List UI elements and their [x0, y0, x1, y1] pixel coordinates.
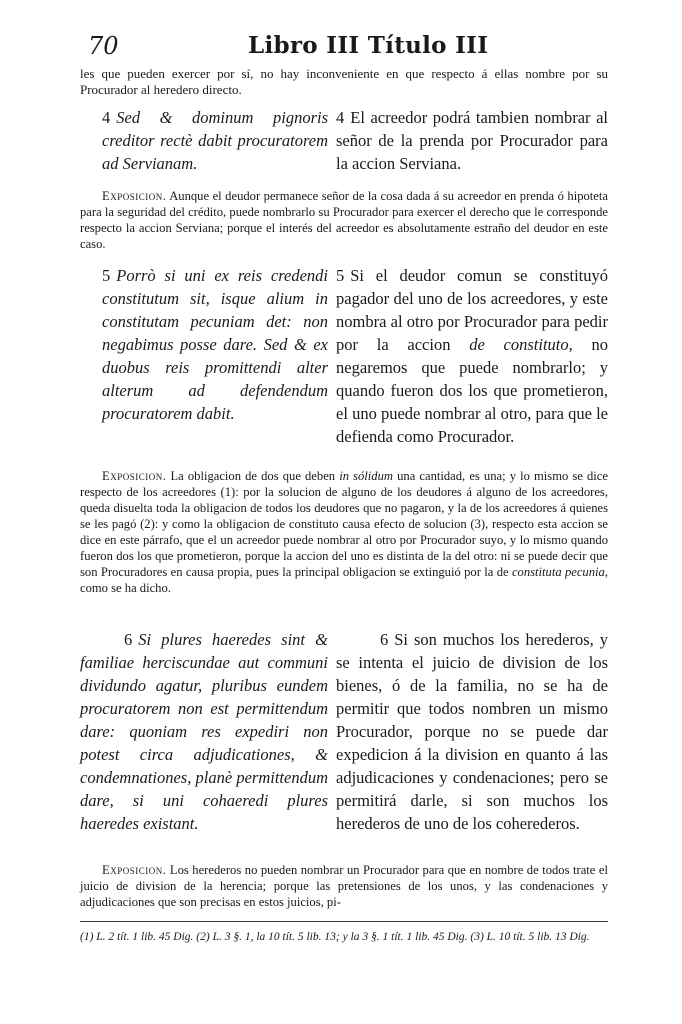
- exposition-body-5a: La obligacion de dos que deben: [170, 469, 336, 483]
- spanish-body-4: El acreedor podrá tambien nombrar al señor de la prenda por Procurador para la accion Serviana.: [336, 108, 608, 173]
- page-header: [88, 32, 608, 66]
- section-number-5-spanish: 5: [336, 266, 345, 285]
- latin-body-4: Sed & dominum pignoris creditor rectè dabit procuratorem ad Servianam.: [102, 108, 328, 173]
- spanish-text-6: [336, 628, 608, 835]
- latin-body-5: Porrò si uni ex reis credendi constitutum sit, isque alium in constitutam pecuniam det: non negabimus posse dare. Sed & ex duobus reis promittendi alter alterum ad defendendum procuratorem dabit.: [102, 266, 328, 423]
- latin-text-4: [102, 106, 328, 175]
- spanish-body-5a: Si el deudor comun se constituyó pagador del uno de los acreedores, y este nombra al otro por Procurador para pedir por la accion: [336, 266, 608, 354]
- section-number-6-spanish: 6: [380, 630, 389, 649]
- exposition-body-5b: una cantidad, es una; y lo mismo se dice respecto de los acreedores (1): por la solucion de alguno de los deudores á alguno de los acreedores, queda disuelta toda la obligacion de todos los deudores que no pagaron, y la de los acreedores á quienes se les pagó (2): y como la obligacion de constituto causa efecto de solucion (3), respecto esta accion se dice en este párrafo, que el un acreedor puede nombrar al otro por Procurador suyo, y lo mismo quando fueron dos los que prometieron, porque la accion del uno es distinta de la del otro: ni se puede decir que son Procuradores en causa propia, pues la principal obligacion se extinguió por la de: [80, 469, 608, 579]
- spanish-text-5: [336, 264, 608, 448]
- running-title: Libro III Título III: [248, 32, 489, 59]
- page-number: 70: [88, 32, 119, 60]
- spanish-text-4: [336, 106, 608, 175]
- exposition-body-5c: , como se ha dicho.: [80, 565, 608, 595]
- exposition-body-6: Los herederos no pueden nombrar un Procurador para que en nombre de todos trate el juicio de division de la herencia; porque las pretensiones de los unos, y las condenaciones y adjudicaciones que son precisas en estos juicios, pi-: [80, 863, 609, 909]
- exposition-4: [80, 188, 608, 252]
- spanish-italic-5: de constituto: [469, 335, 569, 354]
- section-number-4-spanish: 4: [336, 108, 345, 127]
- exposition-5: [80, 468, 608, 596]
- exposition-italic-5a: in sólidum: [339, 469, 393, 483]
- exposition-label-5: Exposicion.: [102, 469, 167, 483]
- section-number-6-latin: 6: [124, 630, 133, 649]
- intro-paragraph: les que pueden exercer por sí, no hay inconveniente en que respecto á ellas nombre por su Procurador al heredero directo.: [80, 66, 608, 97]
- latin-body-6: Si plures haeredes sint & familiae herciscundae aut communi dividundo agatur, pluribus eundem procuratorem non est permittendum dare: quoniam res expediri non potest circa adjudicationes, & condemnationes, planè permittendum dare, si uni cohaeredi plures haeredes existant.: [80, 630, 328, 833]
- spanish-body-5b: , no negaremos que puede nombrarlo; y quando fueron dos los que prometieron, el uno puede nombrar al otro, para que le defienda como Procurador.: [336, 335, 608, 446]
- latin-text-6: [80, 628, 328, 835]
- exposition-italic-5b: constituta pecunia: [511, 565, 605, 579]
- exposition-label-4: Exposicion.: [102, 189, 167, 203]
- footnotes: (1) L. 2 tít. 1 lib. 45 Dig. (2) L. 3 §. 1, la 10 tít. 5 lib. 13; y la 3 §. 1 tít. 1 lib. 45 Dig. (3) L. 10 tít. 5 lib. 13 Dig.: [80, 931, 590, 943]
- spanish-body-6: Si son muchos los herederos, y se intenta el juicio de division de los bienes, ó de la familia, no se ha de permitir que todos nombren un mismo Procurador, porque no se puede dar expedicion á la division en quanto á las adjudicaciones y condenaciones; pero se permitirá darle, si son muchos los herederos de uno de los coherederos.: [336, 630, 608, 833]
- footnote-divider: [80, 921, 608, 922]
- section-number-4-latin: 4: [102, 108, 111, 127]
- exposition-6: [80, 862, 608, 910]
- exposition-label-6: Exposicion.: [102, 863, 167, 877]
- latin-text-5: [102, 264, 328, 425]
- exposition-body-4: Aunque el deudor permanece señor de la cosa dada á su acreedor en prenda ó hipoteta para la seguridad del crédito, puede nombrarlo su Procurador para exercer el derecho que le corresponde respecto la accion Serviana; porque el interés del acreedor es absolutamente estraño del deudor en este caso.: [80, 189, 608, 251]
- section-number-5-latin: 5: [102, 266, 111, 285]
